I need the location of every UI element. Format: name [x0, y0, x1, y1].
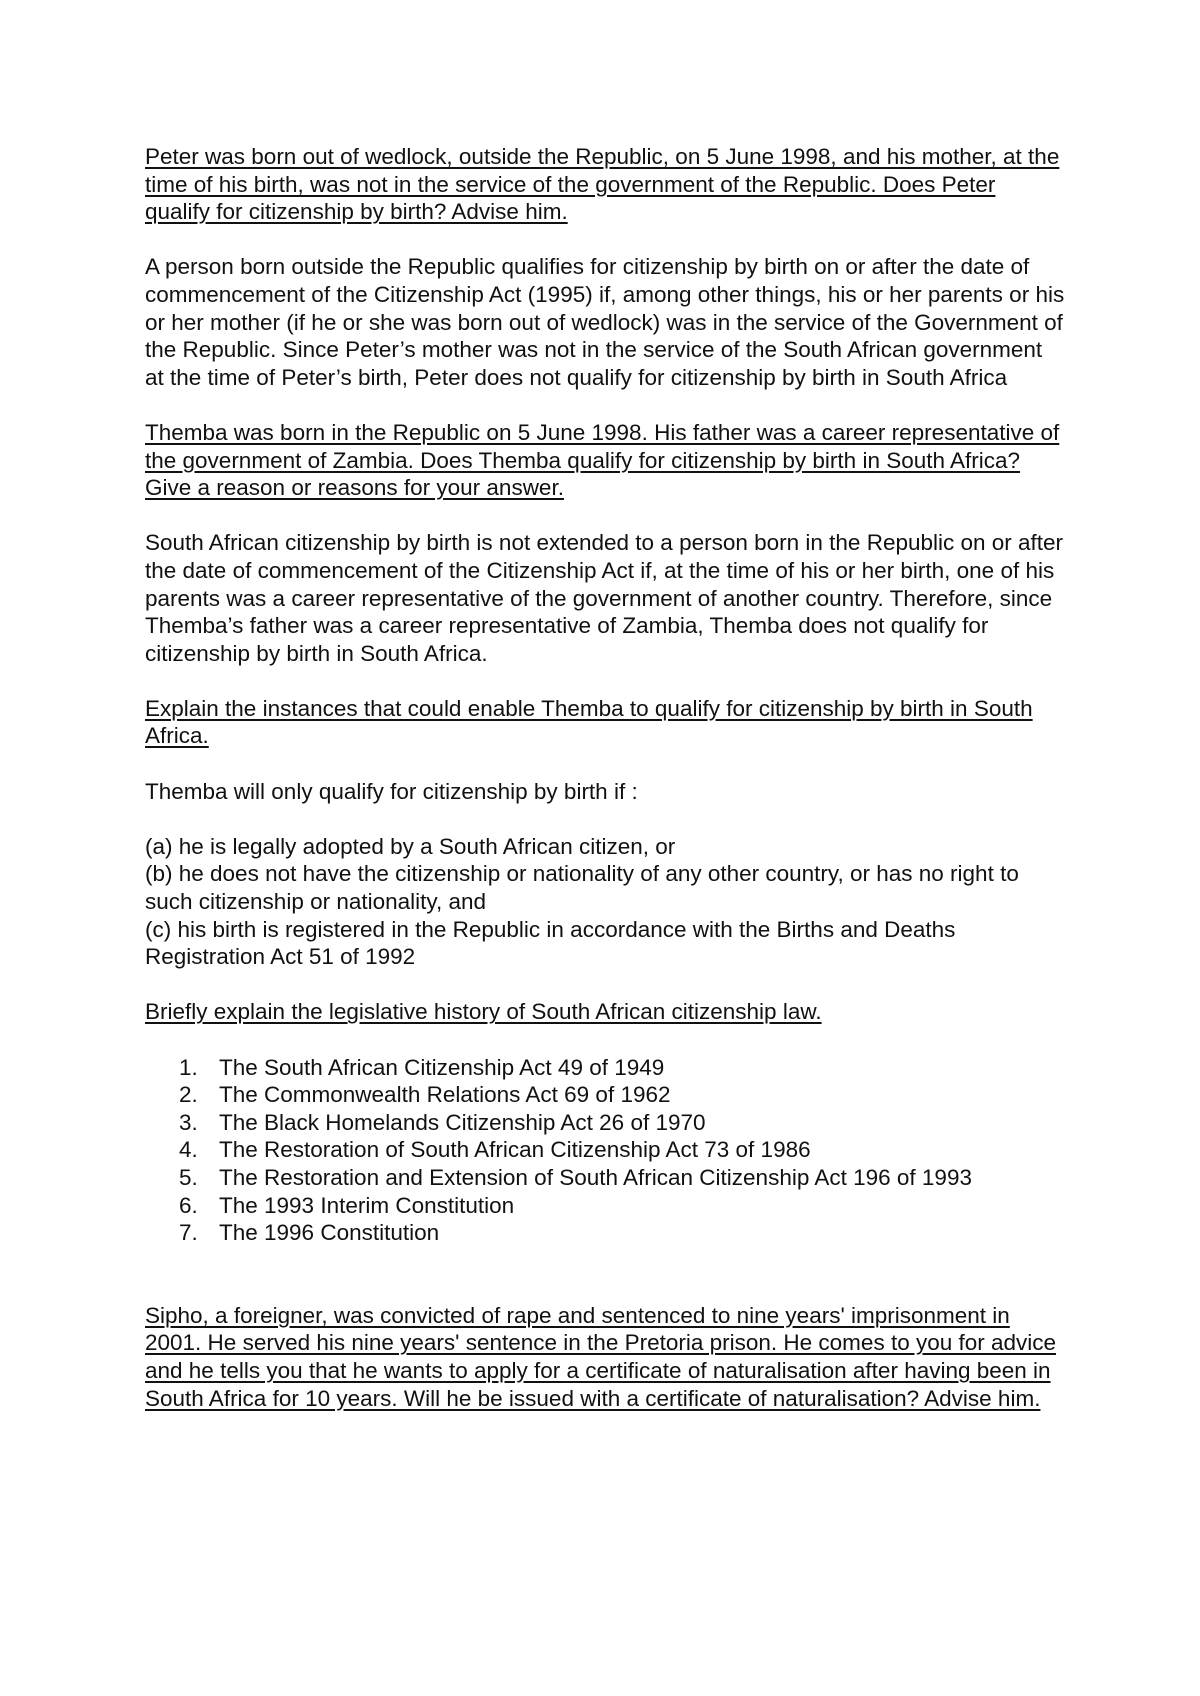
list-number: 6. — [179, 1192, 198, 1218]
spacer — [145, 226, 1065, 254]
list-item-text: The Commonwealth Relations Act 69 of 1962 — [219, 1082, 671, 1108]
spacer — [145, 667, 1065, 695]
condition-c: (c) his birth is registered in the Republic in accordance with the Births and Deaths Registration Act 51 of 1992 — [145, 916, 956, 970]
list-number: 2. — [179, 1082, 198, 1108]
legislative-history-list — [145, 1054, 1065, 1247]
spacer — [145, 391, 1065, 419]
condition-a: (a) he is legally adopted by a South African citizen, or — [145, 833, 676, 859]
list-item-text: The Restoration and Extension of South African Citizenship Act 196 of 1993 — [219, 1164, 972, 1190]
list-item-text: The Restoration of South African Citizenship Act 73 of 1986 — [219, 1137, 811, 1163]
list-number: 7. — [179, 1220, 198, 1246]
spacer — [145, 805, 1065, 833]
spacer — [145, 502, 1065, 530]
list-item-text: The 1993 Interim Constitution — [219, 1192, 515, 1218]
answer-peter: A person born outside the Republic qualifies for citizenship by birth on or after the date of commencement of the Citizenship Act (1995) if, among other things, his or her parents or his or her mother (if he or she was born out of wedlock) was in the service of the Government of the Republic. Since Peter’s mother was not in the service of the South African government at the time of Peter’s birth, Peter does not qualify for citizenship by birth in South Africa — [145, 254, 1065, 390]
list-number: 4. — [179, 1137, 198, 1163]
answer-themba-citizenship: South African citizenship by birth is not extended to a person born in the Republic on or after the date of commencement of the Citizenship Act if, at the time of his or her birth, one of his parents was a career representative of the government of another country. Therefore, since Themba’s father was a career representative of Zambia, Themba does not qualify for citizenship by birth in South Africa. — [145, 530, 1064, 666]
list-number: 3. — [179, 1109, 198, 1135]
question-legislative-history: Briefly explain the legislative history of South African citizenship law. — [145, 999, 822, 1025]
list-item — [145, 1109, 1065, 1137]
spacer — [145, 1026, 1065, 1054]
list-item-text: The Black Homelands Citizenship Act 26 of 1970 — [219, 1109, 706, 1135]
spacer — [145, 750, 1065, 778]
question-themba-citizenship: Themba was born in the Republic on 5 June 1998. His father was a career representative of the government of Zambia. Does Themba qualify for citizenship by birth in South Africa? Give a reason or reasons for your answer. — [145, 419, 1060, 501]
list-item — [145, 1136, 1065, 1164]
conditions-list — [145, 833, 1065, 971]
question-peter: Peter was born out of wedlock, outside the Republic, on 5 June 1998, and his mother, at the time of his birth, was not in the service of the government of the Republic. Does Peter qualify for citizenship by birth? Advise him. — [145, 144, 1060, 225]
answer-themba-intro: Themba will only qualify for citizenship by birth if : — [145, 778, 638, 804]
list-item — [145, 1192, 1065, 1220]
spacer — [145, 1247, 1065, 1302]
list-item — [145, 1081, 1065, 1109]
list-item-text: The South African Citizenship Act 49 of 1949 — [219, 1054, 665, 1080]
list-item — [145, 1164, 1065, 1192]
list-item — [145, 1219, 1065, 1247]
list-item — [145, 1054, 1065, 1082]
question-themba-instances: Explain the instances that could enable Themba to qualify for citizenship by birth in South Africa. — [145, 695, 1033, 749]
spacer — [145, 971, 1065, 999]
document-page — [145, 143, 1065, 1412]
list-number: 5. — [179, 1164, 198, 1190]
question-sipho: Sipho, a foreigner, was convicted of rape and sentenced to nine years' imprisonment in 2001. He served his nine years' sentence in the Pretoria prison. He comes to you for advice and he tells you that he wants to apply for a certificate of naturalisation after having been in South Africa for 10 years. Will he be issued with a certificate of naturalisation? Advise him. — [145, 1302, 1057, 1411]
list-number: 1. — [179, 1054, 198, 1080]
list-item-text: The 1996 Constitution — [219, 1220, 440, 1246]
condition-b: (b) he does not have the citizenship or nationality of any other country, or has no right to such citizenship or nationality, and — [145, 861, 1019, 915]
